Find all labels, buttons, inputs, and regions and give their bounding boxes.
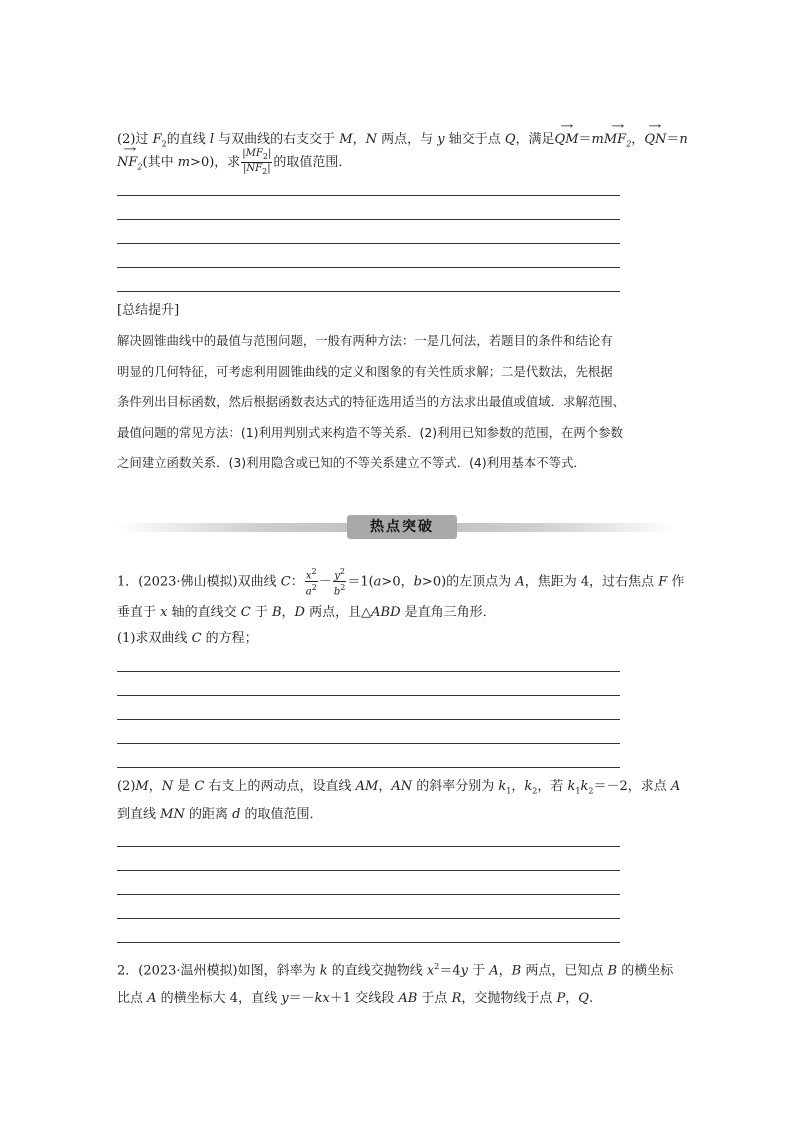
question1-sub1: (1)求双曲线 C 的方程； xyxy=(117,631,258,646)
answer-line[interactable] xyxy=(117,942,620,943)
question1-sub2-line1: (2)M，N 是 C 右支上的两动点，设直线 AM，AN 的斜率分别为 $k_1$，$k_2$，若 $k_1k_2=-2$，求点 A xyxy=(117,779,681,796)
question1-line1: 1．(2023·佛山模拟)双曲线 C： $\frac{x^2}{a^2}$ － $\frac{y^2}{b^2}$ ＝1(a>0，b>0)的左顶点为 A，焦距为 4，过右焦点 F 作 xyxy=(117,567,685,598)
fraction-y2-b2: $\frac{y^2}{b^2}$ xyxy=(333,567,346,598)
answer-line[interactable] xyxy=(117,894,620,895)
vector-mf2: → $MF_2$ xyxy=(604,131,631,154)
vector-qm: → QM xyxy=(555,131,579,149)
section-banner xyxy=(117,512,677,542)
answer-line[interactable] xyxy=(117,743,620,744)
ratio-fraction: $\frac{|MF_2|}{|NF_2|}$ xyxy=(242,148,272,176)
vector-nf2: → $NF_2$ xyxy=(117,154,143,177)
summary-line: 明显的几何特征，可考虑利用圆锥曲线的定义和图象的有关性质求解；二是代数法，先根据 xyxy=(117,364,613,379)
vector-qn: → QN xyxy=(644,131,666,149)
fraction-x2-a2: $\frac{x^2}{a^2}$ xyxy=(305,567,317,598)
answer-line[interactable] xyxy=(117,291,620,292)
summary-line: 之间建立函数关系．(3)利用隐含或已知的不等关系建立不等式．(4)利用基本不等式． xyxy=(117,455,586,470)
question1-line2: 垂直于 x 轴的直线交 C 于 B，D 两点，且△ABD 是直角三角形． xyxy=(117,605,496,620)
answer-line[interactable] xyxy=(117,267,620,268)
answer-line[interactable] xyxy=(117,195,620,196)
summary-line: 条件列出目标函数，然后根据函数表达式的特征选用适当的方法求出最值或值域．求解范围、 xyxy=(117,394,626,409)
summary-line: 最值问题的常见方法：(1)利用判别式来构造不等关系．(2)利用已知参数的范围，在两个参数 xyxy=(117,425,623,440)
banner-title: 热点突破 xyxy=(370,519,434,535)
answer-line[interactable] xyxy=(117,918,620,919)
question2-line1: 2．(2023·温州模拟)如图，斜率为 k 的直线交抛物线 $x^2=4y$ 于 A，B 两点，已知点 B 的横坐标 xyxy=(117,962,674,979)
answer-line[interactable] xyxy=(117,671,620,672)
answer-line[interactable] xyxy=(117,719,620,720)
answer-line[interactable] xyxy=(117,243,620,244)
answer-line[interactable] xyxy=(117,846,620,847)
summary-line: 解决圆锥曲线中的最值与范围问题，一般有两种方法：一是几何法，若题目的条件和结论有 xyxy=(117,333,613,348)
question1-sub2-line2: 到直线 MN 的距离 d 的取值范围． xyxy=(117,807,323,822)
answer-line[interactable] xyxy=(117,695,620,696)
answer-line[interactable] xyxy=(117,767,620,768)
question2-line2: 比点 A 的横坐标大 4，直线 y＝－kx＋1 交线段 AB 于点 R，交抛物线于点 P，Q. xyxy=(117,991,594,1006)
answer-line[interactable] xyxy=(117,870,620,871)
problem-part2-line2: → $NF_2$(其中 m>0)，求 $\frac{|MF_2|}{|NF_2|}$ 的取值范围． xyxy=(117,148,677,177)
answer-line[interactable] xyxy=(117,219,620,220)
summary-title: [总结提升] xyxy=(117,303,180,318)
problem-part2-line1: (2)过 $F_2$的直线 l 与双曲线的右支交于 M，N 两点，与 y 轴交于点 Q，满足→ $QM=m\to MF_2$，→ QN＝n xyxy=(117,131,677,154)
